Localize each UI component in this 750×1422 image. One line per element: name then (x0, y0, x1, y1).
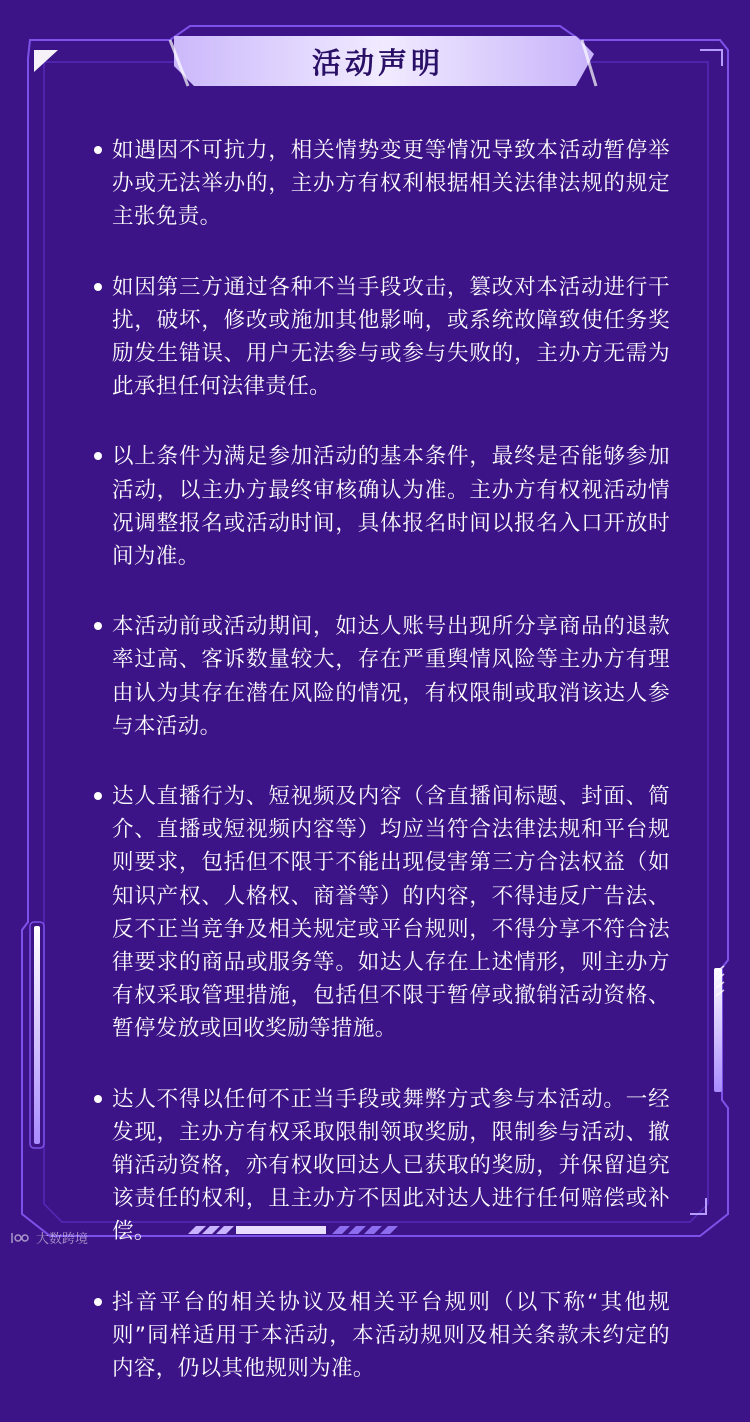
list-item-text: 抖音平台的相关协议及相关平台规则（以下称“其他规则”同样适用于本活动，本活动规则及相关条款未约定的内容，仍以其他规则为准。 (112, 1289, 670, 1382)
list-item-text: 如遇因不可抗力，相关情势变更等情况导致本活动暂停举办或无法举办的，主办方有权利根据相关法律法规的规定主张免责。 (112, 138, 670, 230)
list-item-text: 以上条件为满足参加活动的基本条件，最终是否能够参加活动，以主办方最终审核确认为准。主办方有权视活动情况调整报名或活动时间，具体报名时间以报名入口开放时间为准。 (112, 444, 670, 570)
list-item (92, 271, 670, 404)
list-item (92, 440, 670, 573)
watermark (10, 1228, 88, 1247)
list-item (92, 1083, 670, 1249)
statement-list (92, 134, 670, 1422)
list-item (92, 1286, 670, 1386)
bullet-icon (94, 146, 102, 154)
list-item-text: 如因第三方通过各种不当手段攻击，篡改对本活动进行干扰，破坏，修改或施加其他影响，或系统故障致使任务奖励发生错误、用户无法参与或参与失败的，主办方无需为此承担任何法律责任。 (112, 274, 670, 400)
page-title: 活动声明 (311, 45, 444, 80)
list-item (92, 780, 670, 1046)
bullet-icon (94, 622, 102, 630)
bullet-icon (94, 792, 102, 800)
list-item (92, 610, 670, 743)
bullet-icon (94, 283, 102, 291)
bullet-icon (94, 452, 102, 460)
bullet-icon (94, 1095, 102, 1103)
watermark-text: 大数跨境 (36, 1232, 89, 1247)
title-banner (174, 34, 582, 88)
list-item-text: 达人不得以任何不正当手段或舞弊方式参与本活动。一经发现，主办方有权采取限制领取奖励，限制参与活动、撤销活动资格，亦有权收回达人已获取的奖励，并保留追究该责任的权利，且主办方不因此对达人进行任何赔偿或补偿。 (112, 1086, 670, 1245)
watermark-logo-icon (10, 1231, 32, 1245)
list-item (92, 134, 670, 234)
bullet-icon (94, 1298, 102, 1306)
list-item-text: 本活动前或活动期间，如达人账号出现所分享商品的退款率过高、客诉数量较大，存在严重舆情风险等主办方有理由认为其存在潜在风险的情况，有权限制或取消该达人参与本活动。 (112, 614, 670, 739)
list-item-text: 达人直播行为、短视频及内容（含直播间标题、封面、简介、直播或短视频内容等）均应当符合法律法规和平台规则要求，包括但不限于不能出现侵害第三方合法权益（如知识产权、人格权、商誉等）的内容，不得违反广告法、反不正当竞争及相关规定或平台规则，不得分享不符合法律要求的商品或服务等。如达人存在上述情形，则主办方有权采取管理措施，包括但不限于暂停或撤销活动资格、暂停发放或回收奖励等措施。 (112, 784, 670, 1042)
